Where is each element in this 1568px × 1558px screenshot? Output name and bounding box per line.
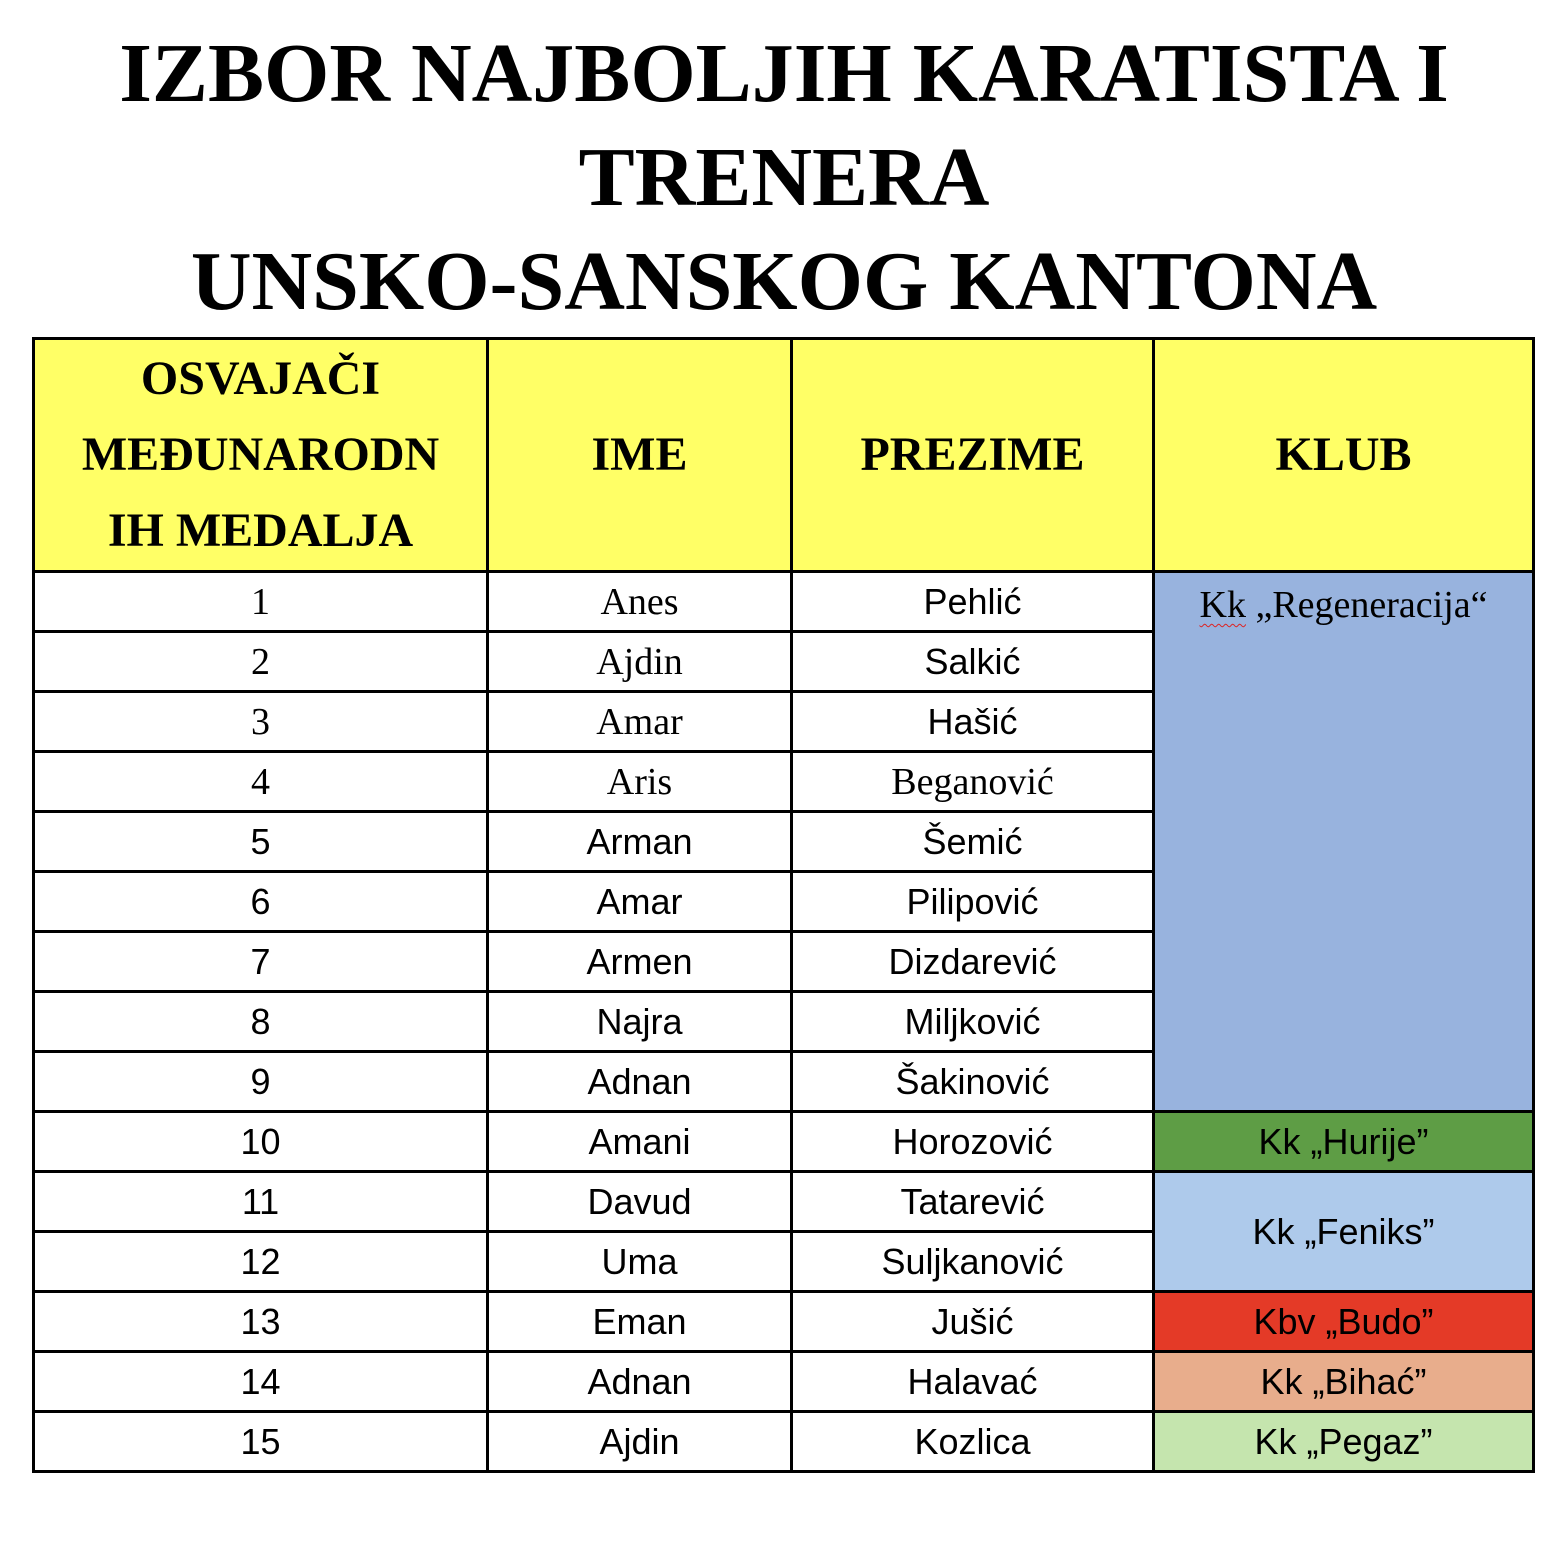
row-last-name: Beganović (792, 752, 1154, 812)
row-last-name: Horozović (792, 1112, 1154, 1172)
row-number: 4 (34, 752, 488, 812)
club-prefix: Kk (1199, 584, 1246, 626)
row-last-name: Salkić (792, 632, 1154, 692)
row-last-name: Hašić (792, 692, 1154, 752)
row-first-name: Adnan (488, 1052, 792, 1112)
row-number: 10 (34, 1112, 488, 1172)
row-first-name: Eman (488, 1292, 792, 1352)
row-number: 2 (34, 632, 488, 692)
table-row (34, 1172, 1534, 1232)
row-last-name: Dizdarević (792, 932, 1154, 992)
row-last-name: Šakinović (792, 1052, 1154, 1112)
row-number: 12 (34, 1232, 488, 1292)
row-number: 5 (34, 812, 488, 872)
row-first-name: Anes (488, 572, 792, 632)
row-first-name: Amar (488, 872, 792, 932)
header-medal-winners: OSVAJAČI MEĐUNARODN IH MEDALJA (34, 339, 488, 572)
row-first-name: Najra (488, 992, 792, 1052)
row-last-name: Kozlica (792, 1412, 1154, 1472)
row-number: 9 (34, 1052, 488, 1112)
row-number: 3 (34, 692, 488, 752)
results-table (32, 337, 1535, 1473)
row-first-name: Uma (488, 1232, 792, 1292)
row-number: 7 (34, 932, 488, 992)
row-number: 8 (34, 992, 488, 1052)
club-cell-budo: Kbv „Budo” (1154, 1292, 1534, 1352)
row-number: 15 (34, 1412, 488, 1472)
table-row (34, 1352, 1534, 1412)
row-number: 1 (34, 572, 488, 632)
row-first-name: Arman (488, 812, 792, 872)
header-klub: KLUB (1154, 339, 1534, 572)
row-number: 11 (34, 1172, 488, 1232)
row-first-name: Aris (488, 752, 792, 812)
row-first-name: Amani (488, 1112, 792, 1172)
row-first-name: Ajdin (488, 1412, 792, 1472)
row-last-name: Šemić (792, 812, 1154, 872)
table-header-row (34, 339, 1534, 572)
row-first-name: Davud (488, 1172, 792, 1232)
row-last-name: Tatarević (792, 1172, 1154, 1232)
row-last-name: Suljkanović (792, 1232, 1154, 1292)
row-last-name: Pilipović (792, 872, 1154, 932)
table-row (34, 1112, 1534, 1172)
club-cell-hurije: Kk „Hurije” (1154, 1112, 1534, 1172)
club-cell-pegaz: Kk „Pegaz” (1154, 1412, 1534, 1472)
club-name: „Regeneracija“ (1245, 584, 1488, 626)
title-line-1: IZBOR NAJBOLJIH KARATISTA I (119, 27, 1449, 120)
row-first-name: Armen (488, 932, 792, 992)
club-cell-regeneracija (1154, 572, 1534, 1112)
row-last-name: Pehlić (792, 572, 1154, 632)
table-row (34, 572, 1534, 632)
club-cell-feniks: Kk „Feniks” (1154, 1172, 1534, 1292)
table-row (34, 1412, 1534, 1472)
row-last-name: Miljković (792, 992, 1154, 1052)
header-prezime: PREZIME (792, 339, 1154, 572)
row-last-name: Jušić (792, 1292, 1154, 1352)
club-cell-bihac: Kk „Bihać” (1154, 1352, 1534, 1412)
title-line-3: UNSKO-SANSKOG KANTONA (190, 235, 1378, 328)
title-line-2: TRENERA (578, 131, 990, 224)
header-ime: IME (488, 339, 792, 572)
row-first-name: Ajdin (488, 632, 792, 692)
row-first-name: Amar (488, 692, 792, 752)
row-number: 14 (34, 1352, 488, 1412)
table-row (34, 1292, 1534, 1352)
row-number: 6 (34, 872, 488, 932)
page-title (0, 22, 1568, 334)
row-last-name: Halavać (792, 1352, 1154, 1412)
row-first-name: Adnan (488, 1352, 792, 1412)
row-number: 13 (34, 1292, 488, 1352)
